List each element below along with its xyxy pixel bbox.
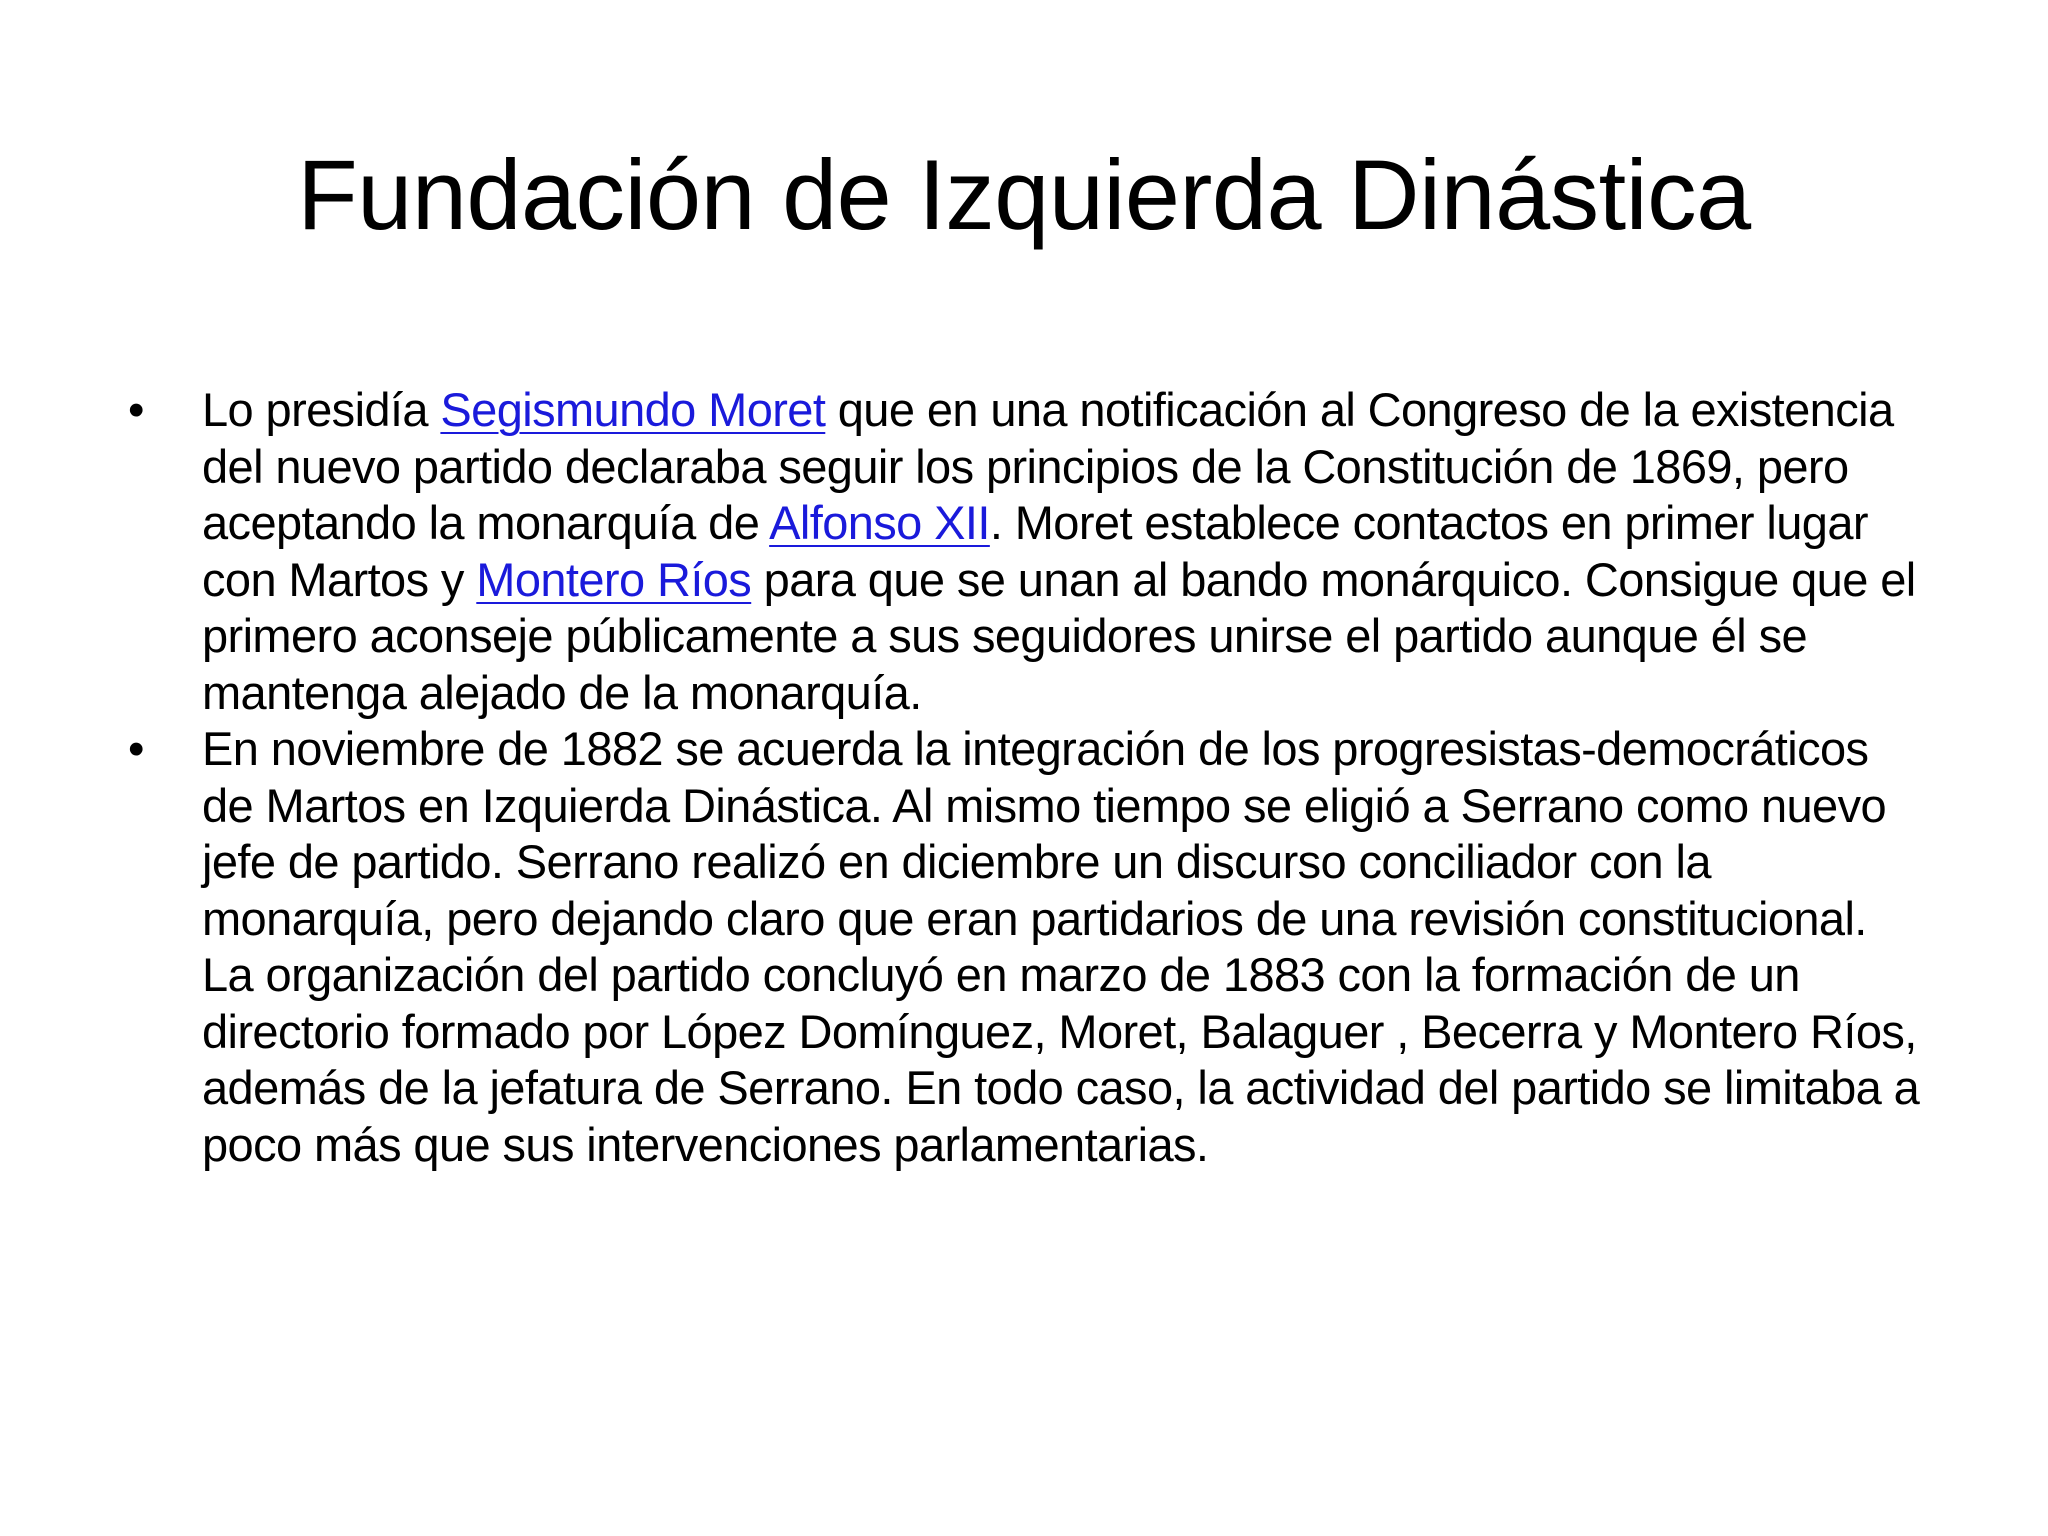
bullet-item-2 (128, 721, 1928, 1173)
link-montero-rios[interactable]: Montero Ríos (476, 552, 752, 606)
bullet-text: En noviembre de 1882 se acuerda la integración de los progresistas-democráticos de Martos en Izquierda Dinástica. Al mismo tiempo se eligió a Serrano como nuevo jefe de partido. Serrano realizó en diciembre un discurso conciliador con la monarquía, pero dejando claro que eran partidarios de una revisión constitucional. La organización del partido concluyó en marzo de 1883 con la formación de un directorio formado por López Domínguez, Moret, Balaguer , Becerra y Montero Ríos, además de la jefatura de Serrano. En todo caso, la actividad del partido se limitaba a poco más que sus intervenciones parlamentarias. (202, 722, 1920, 1171)
bullet-text: para que se unan al bando monárquico. Consigue que el primero aconseje públicamente a sus seguidores unirse el partido aunque él se mantenga alejado de la monarquía. (202, 552, 1916, 719)
bullet-text: Lo presidía (202, 383, 441, 436)
bullet-text: . Moret establece contactos en primer lugar con Martos y (202, 496, 1868, 606)
bullet-marker: • (128, 722, 144, 775)
bullet-text: que en una notificación al Congreso de la existencia del nuevo partido declaraba seguir los principios de la Constitución de 1869, pero aceptando la monarquía de (202, 383, 1894, 549)
link-alfonso-xii[interactable]: Alfonso XII (769, 496, 990, 549)
bullet-marker: • (128, 383, 144, 436)
bullet-item-1 (128, 382, 1928, 721)
slide-title: Fundación de Izquierda Dinástica (297, 139, 1751, 250)
bullet-list (128, 382, 1928, 1173)
link-segismundo-moret[interactable]: Segismundo Moret (440, 383, 826, 436)
